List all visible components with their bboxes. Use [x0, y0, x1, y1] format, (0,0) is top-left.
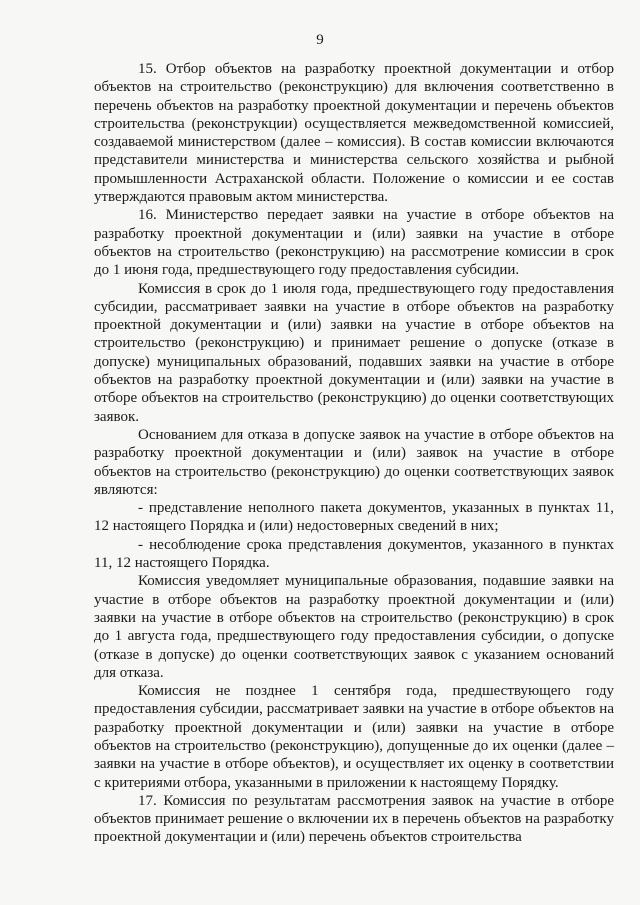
- paragraph-notification: Комиссия уведомляет муниципальные образования, подавшие заявки на участие в отборе объектов на разработку проектной документации и (или) заявки на участие в отборе объектов на строительство (реконструкцию) в срок до 1 августа года, предшествующего году предоставления субсидии, о допуске (отказе в допуске) до оценки соответствующих заявок с указанием оснований для отказа.: [94, 573, 614, 681]
- paragraph-refusal-grounds: Основанием для отказа в допуске заявок на участие в отборе объектов на разработку проектной документации и (или) заявок на участие в отборе объектов на строительство (реконструкцию) до оценки соответствующих заявок являются:: [94, 426, 614, 498]
- paragraph-17: 17. Комиссия по результатам рассмотрения заявок на участие в отборе объектов принимает решение о включении их в перечень объектов на разработку проектной документации и (или) перечень объектов строительства: [94, 792, 614, 846]
- paragraph-evaluation: Комиссия не позднее 1 сентября года, предшествующего году предоставления субсидии, рассматривает заявки на участие в отборе объектов на разработку проектной документации и (или) заявки на участие в отборе объектов на строительство (реконструкцию), допущенные до их оценки (далее – заявки на участие в отборе объектов), и осуществляет их оценку в соответствии с критериями отбора, указанными в приложении к настоящему Порядку.: [94, 683, 614, 791]
- paragraph-15: 15. Отбор объектов на разработку проектной документации и отбор объектов на строительство (реконструкцию) для включения соответственно в перечень объектов на разработку проектной документации и перечень объектов строительства (реконструкции) осуществляется межведомственной комиссией, создаваемой министерством (далее – комиссия). В состав комиссии включаются представители министерства и министерства сельского хозяйства и рыбной промышленности Астраханской области. Положение о комиссии и ее состав утверждаются правовым актом министерства.: [94, 61, 614, 206]
- page-number: 9: [316, 32, 324, 48]
- list-item-incomplete-documents: - представление неполного пакета документов, указанных в пунктах 11, 12 настоящего Порядка и (или) недостоверных сведений в них;: [94, 500, 614, 535]
- list-item-deadline-violation: - несоблюдение срока представления документов, указанного в пунктах 11, 12 настоящего Порядка.: [94, 536, 614, 572]
- paragraph-16: 16. Министерство передает заявки на участие в отборе объектов на разработку проектной документации и (или) заявки на участие в отборе объектов на строительство (реконструкцию) на рассмотрение комиссии в срок до 1 июня года, предшествующего году предоставления субсидии.: [94, 207, 614, 279]
- paragraph-commission-review: Комиссия в срок до 1 июля года, предшествующего году предоставления субсидии, рассматривает заявки на участие в отборе объектов на разработку проектной документации и (или) заявки на участие в отборе объектов на строительство (реконструкцию) и принимает решение о допуске (отказе в допуске) муниципальных образований, подавших заявки на участие в отборе объектов на разработку проектной документации и (или) заявки на участие в отборе объектов на строительство (реконструкцию) до оценки соответствующих заявок.: [94, 280, 614, 425]
- document-body: [94, 60, 614, 847]
